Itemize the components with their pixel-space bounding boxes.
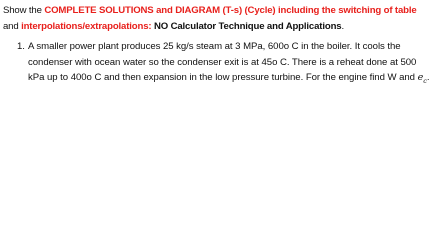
variable-symbol: e [417, 72, 424, 83]
problem-end: . [426, 72, 430, 83]
problem-text: A smaller power plant produces 25 kg/s steam at 3 MPa, 600o C in the boiler. It cools the condenser with ocean water so the condenser exit is at 45o C. There is a reheat done at 500 kPa up to 400o C and then expansion in the low pressure turbine. For the engine find W and [28, 41, 418, 83]
instructions-paragraph [3, 3, 434, 35]
problem-number: 1. [17, 41, 25, 52]
problem-list [3, 39, 434, 86]
instructions-prefix: Show the [3, 5, 45, 16]
instructions-end: . [341, 21, 344, 32]
instructions-connector: and [3, 21, 22, 32]
instructions-note: NO Calculator Technique and Applications [153, 21, 342, 32]
problem-item [3, 39, 434, 86]
instructions-emphasis-complete-solutions: COMPLETE SOLUTIONS and DIAGRAM (T-s) (Cycle) including the switching of table [44, 5, 417, 16]
variable-subscript: c [423, 76, 427, 85]
instructions-emphasis-interpolations: interpolations/extrapolations: [21, 21, 152, 32]
problem-variable-e [418, 72, 427, 83]
